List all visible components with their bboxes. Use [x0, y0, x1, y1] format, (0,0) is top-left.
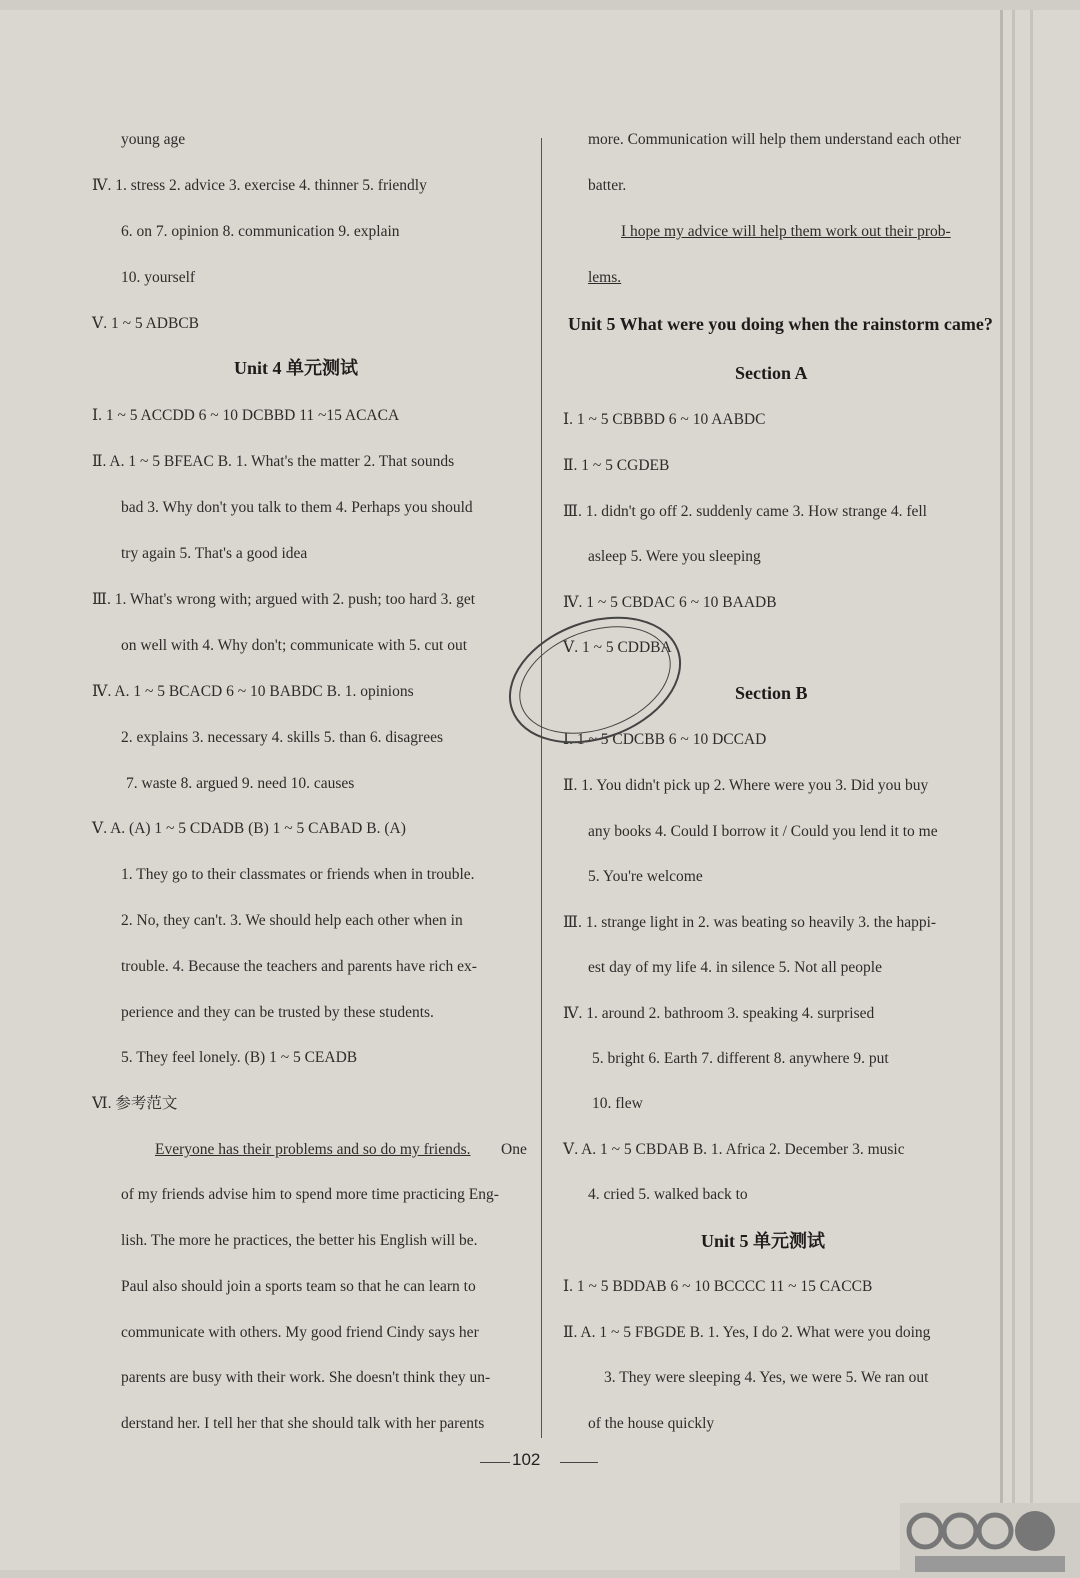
answer-line: Ⅳ. 1. stress 2. advice 3. exercise 4. thinner 5. friendly	[92, 177, 427, 194]
section-heading: Unit 5 单元测试	[701, 1231, 826, 1251]
section-heading: Section A	[735, 363, 808, 383]
answer-line: 5. They feel lonely. (B) 1 ~ 5 CEADB	[121, 1049, 358, 1066]
section-heading: Unit 4 单元测试	[234, 358, 359, 378]
answer-line: Ⅰ. 1 ~ 5 CBBBD 6 ~ 10 AABDC	[563, 411, 766, 428]
answer-line: derstand her. I tell her that she should talk with her parents	[121, 1415, 485, 1432]
answer-line: communicate with others. My good friend Cindy says her	[121, 1324, 479, 1341]
answer-line: Everyone has their problems and so do my friends.	[155, 1141, 471, 1158]
answer-line: try again 5. That's a good idea	[121, 545, 308, 562]
page-number: 102	[512, 1450, 541, 1469]
answer-line: parents are busy with their work. She doesn't think they un-	[121, 1369, 491, 1386]
answer-line: Ⅱ. A. 1 ~ 5 FBGDE B. 1. Yes, I do 2. What were you doing	[563, 1324, 931, 1341]
answer-line: est day of my life 4. in silence 5. Not all people	[588, 959, 882, 976]
page-edge	[1030, 10, 1033, 1550]
answer-line: Ⅴ. 1 ~ 5 ADBCB	[92, 315, 200, 332]
answer-line: 4. cried 5. walked back to	[588, 1186, 748, 1203]
answer-line: bad 3. Why don't you talk to them 4. Perhaps you should	[121, 499, 473, 516]
answer-line: Ⅰ. 1 ~ 5 CDCBB 6 ~ 10 DCCAD	[563, 731, 767, 748]
answer-line: Paul also should join a sports team so that he can learn to	[121, 1278, 476, 1295]
answer-line: 10. yourself	[121, 269, 196, 286]
answer-line: batter.	[588, 177, 627, 194]
section-heading: Unit 5 What were you doing when the rainstorm came?	[568, 314, 993, 334]
answer-line: 3. They were sleeping 4. Yes, we were 5. We ran out	[604, 1369, 929, 1386]
answer-line: Ⅰ. 1 ~ 5 BDDAB 6 ~ 10 BCCCC 11 ~ 15 CACCB	[563, 1278, 873, 1295]
answer-line: I hope my advice will help them work out their prob-	[621, 223, 951, 240]
page-edge	[1012, 10, 1015, 1550]
section-heading: Section B	[735, 683, 808, 703]
answer-line: Ⅳ. 1 ~ 5 CBDAC 6 ~ 10 BAADB	[563, 594, 777, 611]
answer-line: 1. They go to their classmates or friends when in trouble.	[121, 866, 475, 883]
answer-line: Ⅰ. 1 ~ 5 ACCDD 6 ~ 10 DCBBD 11 ~15 ACACA	[92, 407, 400, 424]
answer-line: more. Communication will help them understand each other	[588, 131, 961, 148]
watermark-stamp	[500, 610, 690, 750]
answer-line: 2. No, they can't. 3. We should help each other when in	[121, 912, 463, 929]
answer-line: lems.	[588, 269, 622, 286]
answer-line: Ⅵ. 参考范文	[92, 1095, 178, 1112]
answer-line: Ⅴ. A. (A) 1 ~ 5 CDADB (B) 1 ~ 5 CABAD B. (A)	[92, 820, 406, 837]
page-edge	[1000, 10, 1003, 1550]
answer-line: Ⅴ. A. 1 ~ 5 CBDAB B. 1. Africa 2. December 3. music	[563, 1141, 905, 1158]
answer-line: Ⅴ. 1 ~ 5 CDDBA	[563, 639, 672, 656]
site-logo	[900, 1503, 1080, 1578]
answer-line: lish. The more he practices, the better his English will be.	[121, 1232, 478, 1249]
column-divider	[541, 138, 542, 1438]
answer-line: 6. on 7. opinion 8. communication 9. explain	[121, 223, 400, 240]
answer-line: of my friends advise him to spend more time practicing Eng-	[121, 1186, 499, 1203]
answer-page	[0, 10, 1080, 1570]
page-number-rule	[560, 1462, 598, 1463]
answer-line: young age	[121, 131, 186, 148]
answer-line: Ⅱ. 1. You didn't pick up 2. Where were you 3. Did you buy	[563, 777, 929, 794]
answer-line: 7. waste 8. argued 9. need 10. causes	[126, 775, 355, 792]
answer-line: Ⅳ. 1. around 2. bathroom 3. speaking 4. surprised	[563, 1005, 875, 1022]
page-number-rule	[480, 1462, 510, 1463]
answer-line: any books 4. Could I borrow it / Could you lend it to me	[588, 823, 938, 840]
answer-line: Ⅱ. A. 1 ~ 5 BFEAC B. 1. What's the matter 2. That sounds	[92, 453, 455, 470]
answer-line: trouble. 4. Because the teachers and parents have rich ex-	[121, 958, 477, 975]
answer-line: on well with 4. Why don't; communicate with 5. cut out	[121, 637, 468, 654]
answer-line: Ⅳ. A. 1 ~ 5 BCACD 6 ~ 10 BABDC B. 1. opinions	[92, 683, 414, 700]
answer-line: Ⅲ. 1. didn't go off 2. suddenly came 3. How strange 4. fell	[563, 503, 927, 520]
answer-line: Ⅲ. 1. What's wrong with; argued with 2. push; too hard 3. get	[92, 591, 476, 608]
answer-line: Ⅲ. 1. strange light in 2. was beating so heavily 3. the happi-	[563, 914, 937, 931]
answer-line: asleep 5. Were you sleeping	[588, 548, 761, 565]
answer-line: of the house quickly	[588, 1415, 715, 1432]
answer-line: 2. explains 3. necessary 4. skills 5. than 6. disagrees	[121, 729, 443, 746]
answer-line: 10. flew	[592, 1095, 643, 1112]
answer-line: 5. bright 6. Earth 7. different 8. anywhere 9. put	[592, 1050, 889, 1067]
answer-line: One	[501, 1141, 527, 1158]
answer-line: perience and they can be trusted by these students.	[121, 1004, 434, 1021]
answer-line: 5. You're welcome	[588, 868, 703, 885]
answer-line: Ⅱ. 1 ~ 5 CGDEB	[563, 457, 670, 474]
